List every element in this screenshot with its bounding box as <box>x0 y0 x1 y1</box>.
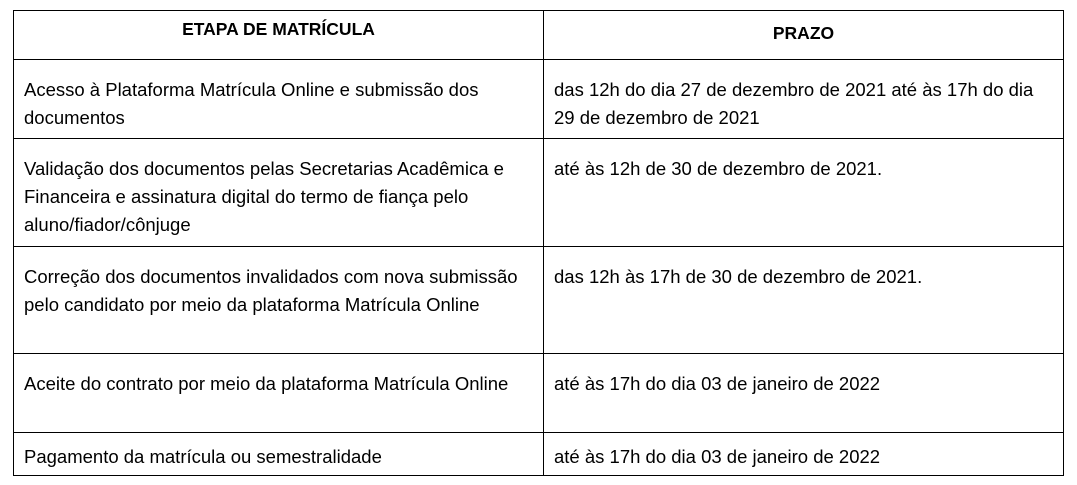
table-row <box>14 354 1064 433</box>
header-etapa <box>14 11 544 60</box>
table-row <box>14 247 1064 354</box>
enrollment-schedule-table <box>13 10 1064 476</box>
prazo-cell: das 12h às 17h de 30 de dezembro de 2021. <box>544 247 1064 354</box>
table-body <box>14 60 1064 476</box>
etapa-cell: Aceite do contrato por meio da plataforma Matrícula Online <box>14 354 544 433</box>
header-prazo <box>544 11 1064 60</box>
etapa-cell: Correção dos documentos invalidados com nova submissão pelo candidato por meio da plataforma Matrícula Online <box>14 247 544 354</box>
etapa-cell: Acesso à Plataforma Matrícula Online e submissão dos documentos <box>14 60 544 139</box>
header-prazo-label: PRAZO <box>772 23 835 43</box>
prazo-cell: até às 17h do dia 03 de janeiro de 2022 <box>544 354 1064 433</box>
table-row <box>14 60 1064 139</box>
table-header <box>14 11 1064 60</box>
header-row <box>14 11 1064 60</box>
table-row <box>14 433 1064 476</box>
prazo-cell: das 12h do dia 27 de dezembro de 2021 até às 17h do dia 29 de dezembro de 2021 <box>544 60 1064 139</box>
prazo-cell: até às 12h de 30 de dezembro de 2021. <box>544 139 1064 247</box>
table-row <box>14 139 1064 247</box>
etapa-cell: Pagamento da matrícula ou semestralidade <box>14 433 544 476</box>
header-etapa-label: ETAPA DE MATRÍCULA <box>182 19 375 39</box>
prazo-cell: até às 17h do dia 03 de janeiro de 2022 <box>544 433 1064 476</box>
etapa-cell: Validação dos documentos pelas Secretarias Acadêmica e Financeira e assinatura digital do termo de fiança pelo aluno/fiador/cônjuge <box>14 139 544 247</box>
